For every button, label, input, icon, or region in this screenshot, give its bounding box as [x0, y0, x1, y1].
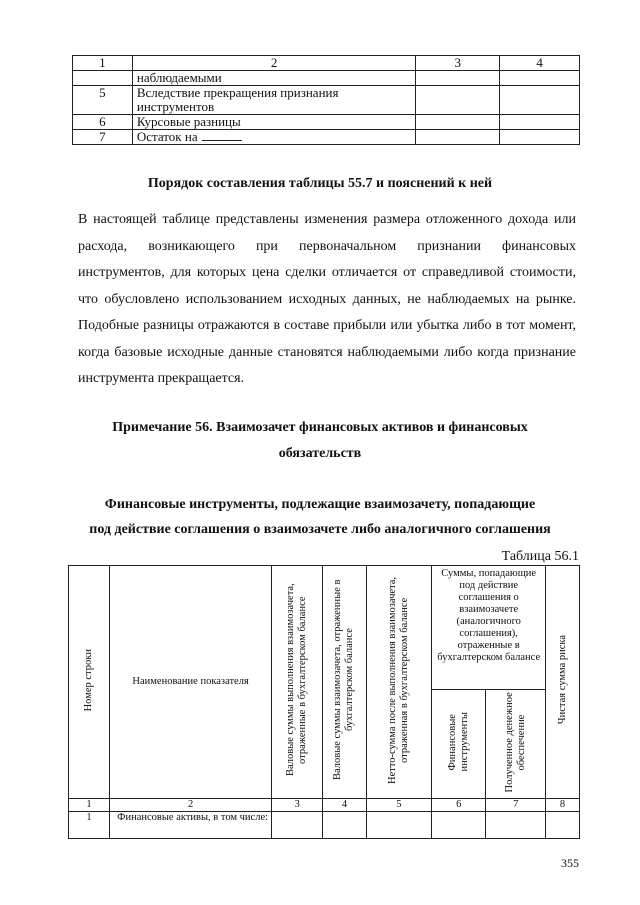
row-name: Финансовые активы, в том числе:: [110, 812, 272, 839]
empty-cell: [500, 115, 580, 130]
row-text: наблюдаемыми: [132, 71, 416, 86]
column-number: 2: [110, 799, 272, 812]
page-number: 355: [561, 856, 579, 870]
empty-cell: [486, 812, 546, 839]
empty-cell: [416, 71, 500, 86]
column-number: 1: [69, 799, 110, 812]
top-header-cell-3: 3: [416, 56, 500, 71]
empty-cell: [323, 812, 366, 839]
header-financial-instruments-cell: [432, 689, 486, 798]
column-number: 4: [323, 799, 366, 812]
table-heading-line2: под действие соглашения о взаимозачете либо аналогичного соглашения: [89, 522, 551, 537]
row-number: 5: [73, 86, 133, 115]
empty-cell: [500, 130, 580, 145]
row-text-cell: [132, 130, 416, 145]
top-table: [72, 55, 580, 145]
row-text: Вследствие прекращения признания инструментов: [132, 86, 416, 115]
empty-cell: [546, 812, 580, 839]
table-row: [73, 130, 580, 145]
table-heading-line1: Финансовые инструменты, подлежащие взаимозачету, попадающие: [104, 497, 536, 512]
empty-cell: [416, 86, 500, 115]
empty-cell: [272, 812, 323, 839]
header-indicator: Наименование показателя: [110, 566, 272, 799]
top-table-header-row: [73, 56, 580, 71]
top-header-cell-4: 4: [500, 56, 580, 71]
header-net-amount: Нетто-сумма после выполнения взаимозачета, отраженная в бухгалтерском балансе: [386, 576, 410, 784]
note-heading-line1: Примечание 56. Взаимозачет финансовых активов и финансовых: [112, 420, 528, 435]
row-number: 7: [73, 130, 133, 145]
table-row: [73, 86, 580, 115]
row-number: 6: [73, 115, 133, 130]
empty-cell: [432, 812, 486, 839]
note-heading-line2: обязательств: [278, 446, 362, 461]
column-number: 8: [546, 799, 580, 812]
table-row: [73, 71, 580, 86]
column-number: 5: [366, 799, 432, 812]
row-text: Остаток на: [136, 129, 198, 144]
header-row-number-cell: [69, 566, 110, 799]
header-cash-collateral: Полученное денежное обеспечение: [503, 691, 527, 792]
empty-cell: [416, 115, 500, 130]
empty-cell: [500, 71, 580, 86]
table-row: [73, 115, 580, 130]
header-net-risk-cell: [546, 566, 580, 799]
row-number: 1: [69, 812, 110, 839]
header-net-risk: Чистая сумма риска: [556, 635, 568, 725]
header-net-amount-cell: [366, 566, 432, 799]
blank-fill-line: [202, 130, 242, 141]
section-heading: Порядок составления таблицы 55.7 и пояснений к ней: [147, 176, 493, 191]
header-gross-offset-cell: [323, 566, 366, 799]
column-number: 3: [272, 799, 323, 812]
row-number: [73, 71, 133, 86]
body-paragraph: В настоящей таблице представлены изменения размера отложенного дохода или расхода, возникающего при первоначальном признании финансовых инструментов, для которых цена сделки отличается от справедливой стоимости, что обусловлено использованием исходных данных, не наблюдаемых на рынке. Подобные разницы отражаются в составе прибыли или убытка либо в тот момент, когда базовые исходные данные становятся наблюдаемыми либо когда признание инструмента прекращается.: [78, 212, 576, 386]
header-gross-amounts-cell: [272, 566, 323, 799]
column-number-row: [69, 799, 580, 812]
empty-cell: [416, 130, 500, 145]
table-label: Таблица 56.1: [501, 549, 579, 564]
header-row-number: Номер строки: [83, 648, 95, 712]
header-gross-offset: Валовые суммы взаимозачета, отраженные в бухгалтерском балансе: [332, 579, 356, 781]
table-row: [69, 812, 580, 839]
row-text: Курсовые разницы: [132, 115, 416, 130]
header-financial-instruments: Финансовые инструменты: [446, 712, 470, 772]
empty-cell: [366, 812, 432, 839]
empty-cell: [500, 86, 580, 115]
header-gross-amounts: Валовые суммы выполнения взаимозачета, отраженные в бухгалтерском балансе: [285, 583, 309, 777]
column-number: 6: [432, 799, 486, 812]
top-header-cell-1: 1: [73, 56, 133, 71]
column-number: 7: [486, 799, 546, 812]
main-table: [68, 565, 580, 839]
top-header-cell-2: 2: [132, 56, 416, 71]
header-group: Суммы, попадающие под действие соглашения о взаимозачете (аналогичного соглашения), отраженные в бухгалтерском балансе: [432, 566, 546, 690]
main-table-header-row: [69, 566, 580, 690]
header-cash-collateral-cell: [486, 689, 546, 798]
